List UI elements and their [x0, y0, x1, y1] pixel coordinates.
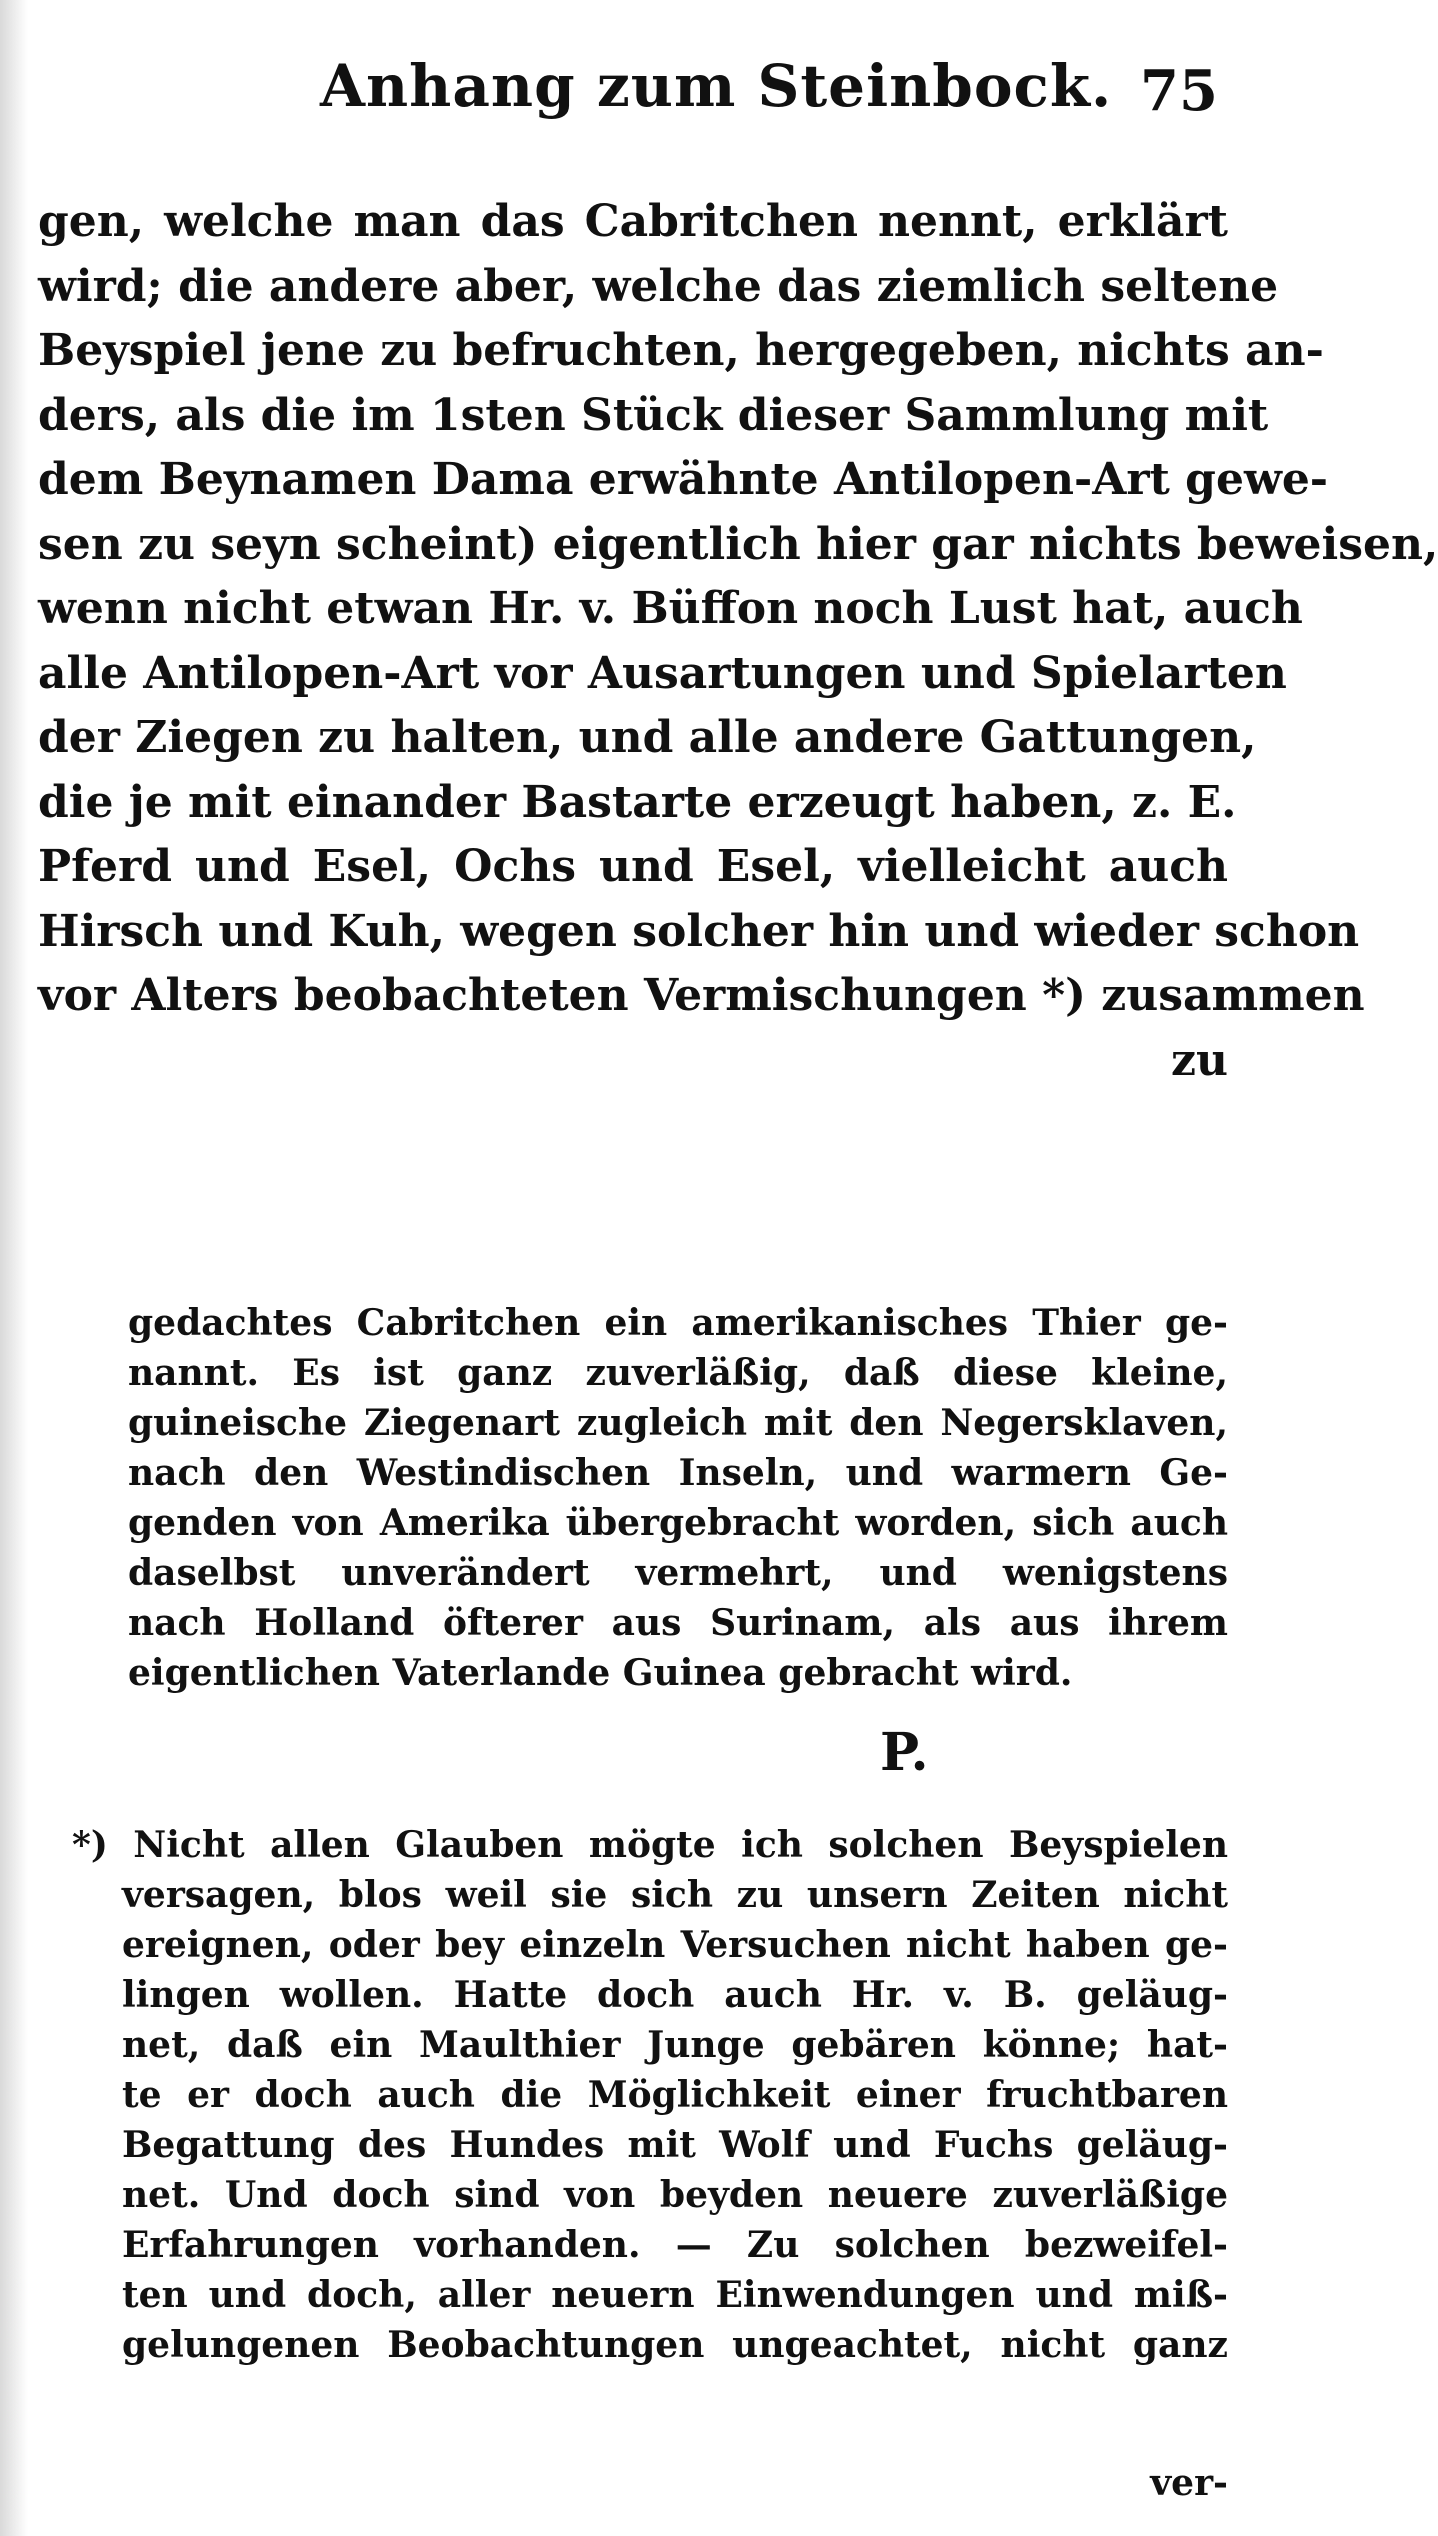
footnote-line: gelungenen Beobachtungen ungeachtet, nicht ganz	[122, 2324, 1228, 2366]
footnote-line: ten und doch, aller neuern Einwendungen und miß-	[122, 2274, 1228, 2316]
text-line: Hirsch und Kuh, wegen solcher hin und wieder schon	[38, 905, 1360, 957]
footnote-line: *) Nicht allen Glauben mögte ich solchen Beyspielen	[72, 1824, 1228, 1866]
text-line: Pferd und Esel, Ochs und Esel, vielleicht auch	[38, 841, 1228, 892]
footnote-line: net. Und doch sind von beyden neuere zuverläßige	[122, 2174, 1228, 2216]
footnote-line: Erfahrungen vorhanden. — Zu solchen bezweifel-	[122, 2224, 1228, 2266]
catchword: ver-	[1150, 2462, 1228, 2504]
footnote-line: te er doch auch die Möglichkeit einer fruchtbaren	[122, 2074, 1228, 2116]
footnote-line: gedachtes Cabritchen ein amerikanisches Thier ge-	[128, 1302, 1228, 1344]
footnote-line: genden von Amerika übergebracht worden, sich auch	[128, 1502, 1228, 1544]
footnote-line: net, daß ein Maulthier Junge gebären könne; hat-	[122, 2024, 1228, 2066]
footnote-line: ereignen, oder bey einzeln Versuchen nicht haben ge-	[122, 1924, 1228, 1966]
footnote-line: nach Holland öfterer aus Surinam, als aus ihrem	[128, 1602, 1228, 1644]
text-line: die je mit einander Bastarte erzeugt haben, z. E.	[38, 776, 1237, 828]
page-header	[0, 52, 1264, 142]
footnote-line: guineische Ziegenart zugleich mit den Negersklaven,	[128, 1402, 1228, 1444]
text-line: vor Alters beobachteten Vermischungen *) zusammen	[38, 970, 1365, 1021]
text-line: dem Beynamen Dama erwähnte Antilopen-Art gewe-	[38, 454, 1329, 505]
footnote-line: daselbst unverändert vermehrt, und wenigstens	[128, 1552, 1228, 1594]
footnote-line: versagen, blos weil sie sich zu unsern Zeiten nicht	[122, 1874, 1228, 1916]
footnote-signature: P.	[880, 1722, 929, 1783]
main-text	[38, 190, 1438, 1093]
footnote-line: nannt. Es ist ganz zuverläßig, daß diese kleine,	[128, 1352, 1228, 1394]
page-number: 75	[1140, 58, 1218, 124]
text-line: wird; die andere aber, welche das ziemlich seltene	[38, 260, 1279, 312]
text-line: Beyspiel jene zu befruchten, hergegeben, nichts an-	[38, 325, 1324, 376]
footnote-line: Begattung des Hundes mit Wolf und Fuchs geläug-	[122, 2124, 1228, 2166]
page-edge-shadow	[0, 0, 28, 2536]
footnote-line: nach den Westindischen Inseln, und warmern Ge-	[128, 1452, 1228, 1494]
footnote-line: eigentlichen Vaterlande Guinea gebracht wird.	[128, 1652, 1073, 1694]
footnote-line: lingen wollen. Hatte doch auch Hr. v. B. geläug-	[122, 1974, 1228, 2016]
footnote-continuation	[128, 1298, 1228, 1698]
text-line: der Ziegen zu halten, und alle andere Gattungen,	[38, 712, 1257, 763]
text-line: gen, welche man das Cabritchen nennt, erklärt	[38, 196, 1228, 247]
catchword-line: zu	[1171, 1034, 1228, 1086]
running-title: Anhang zum Steinbock.	[320, 52, 1113, 120]
text-line: sen zu seyn scheint) eigentlich hier gar nichts beweisen,	[38, 518, 1438, 570]
text-line: wenn nicht etwan Hr. v. Büffon noch Lust hat, auch	[38, 583, 1303, 634]
text-line: alle Antilopen-Art vor Ausartungen und Spielarten	[38, 647, 1287, 699]
text-line: ders, als die im 1sten Stück dieser Sammlung mit	[38, 389, 1269, 441]
footnote-star	[72, 1820, 1228, 2370]
